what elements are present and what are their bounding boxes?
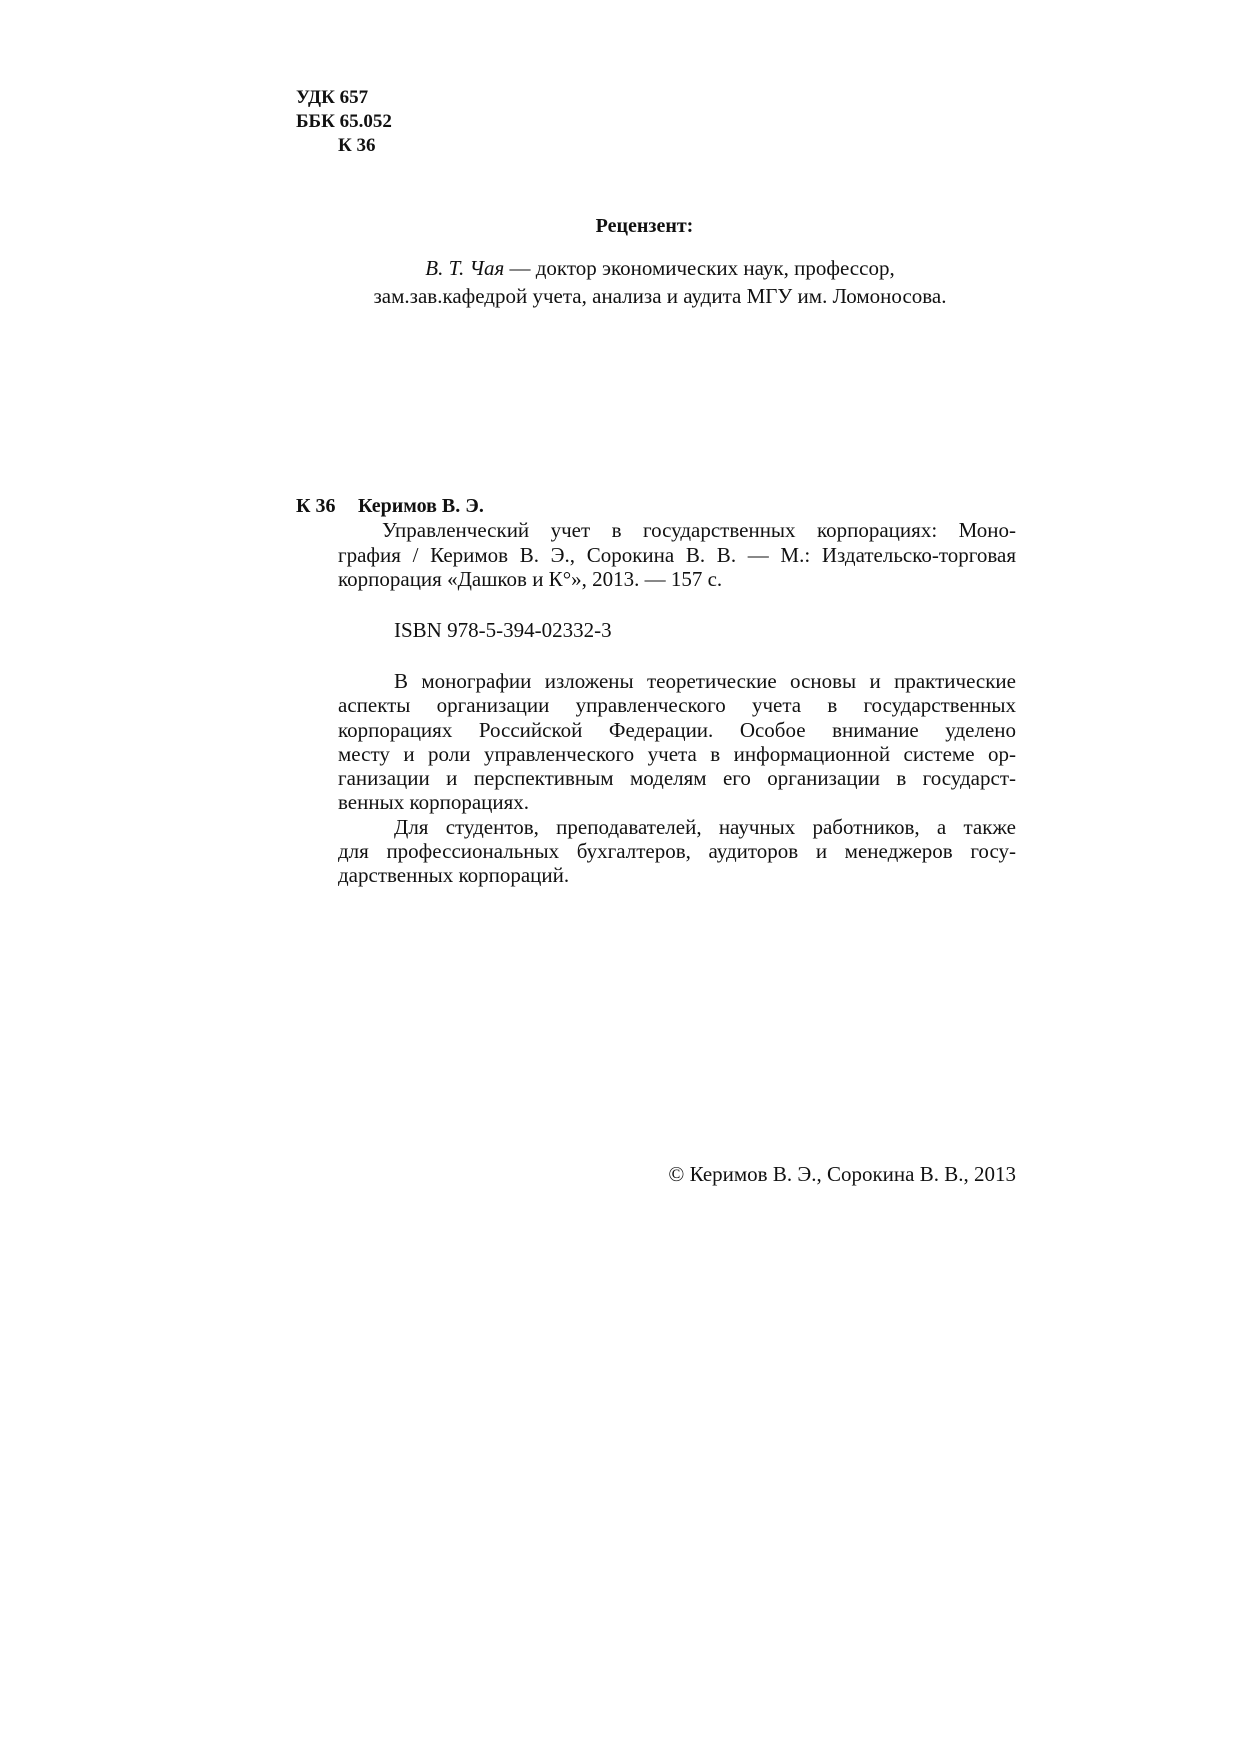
reviewer-info <box>300 254 1020 310</box>
catalog-line-3: корпорация «Дашков и К°», 2013. — 157 с. <box>338 567 723 591</box>
catalog-line-2 <box>338 543 1016 568</box>
isbn: ISBN 978-5-394-02332-3 <box>394 618 612 642</box>
udk-code: УДК 657 <box>296 87 369 108</box>
annotation-line-text: месту и роли управленческого учета в информационной системе ор- <box>338 741 1016 766</box>
catalog-description <box>338 518 1016 592</box>
catalog-code: К 36 <box>296 495 336 517</box>
annotation-line <box>338 669 1016 693</box>
reviewer-name: В. Т. Чая <box>425 256 505 280</box>
catalog-line-text: графия / Керимов В. Э., Сорокина В. В. — М.: Издательско-торговая <box>338 542 1016 567</box>
catalog-author: Керимов В. Э. <box>358 495 484 517</box>
classification-block <box>296 86 392 158</box>
catalog-heading <box>296 494 484 518</box>
annotation-line <box>338 815 1016 839</box>
annotation-line-text: В монографии изложены теоретические основы и практические <box>394 669 1016 693</box>
catalog-line-1 <box>338 518 1016 543</box>
copyright-notice: © Керимов В. Э., Сорокина В. В., 2013 <box>668 1162 1016 1186</box>
annotation-line-text: Для студентов, преподавателей, научных работников, а также <box>394 814 1016 839</box>
annotation <box>338 669 1016 888</box>
annotation-line <box>338 718 1016 742</box>
bbk-code: ББК 65.052 <box>296 111 392 132</box>
annotation-line-text: ганизации и перспективным моделям его организации в государст- <box>338 766 1016 791</box>
annotation-line: дарственных корпораций. <box>338 863 570 888</box>
reviewer-line-2: зам.зав.кафедрой учета, анализа и аудита МГУ им. Ломоносова. <box>373 284 947 308</box>
reviewer-line-1 <box>300 254 1020 282</box>
annotation-line <box>338 693 1016 717</box>
annotation-line <box>338 742 1016 766</box>
annotation-line <box>338 766 1016 790</box>
reviewer-credentials: — доктор экономических наук, профессор, <box>504 256 895 280</box>
annotation-line: венных корпорациях. <box>338 790 530 815</box>
reviewer-heading: Рецензент: <box>595 215 694 237</box>
author-mark: К 36 <box>338 135 376 156</box>
annotation-line-text: аспекты организации управленческого учета в государственных <box>338 693 1016 718</box>
annotation-line-text: для профессиональных бухгалтеров, аудиторов и менеджеров госу- <box>338 839 1016 864</box>
annotation-line-text: корпорациях Российской Федерации. Особое внимание уделено <box>338 717 1016 742</box>
catalog-line-text: Управленческий учет в государственных корпорациях: Моно- <box>382 518 1016 542</box>
annotation-line <box>338 839 1016 863</box>
